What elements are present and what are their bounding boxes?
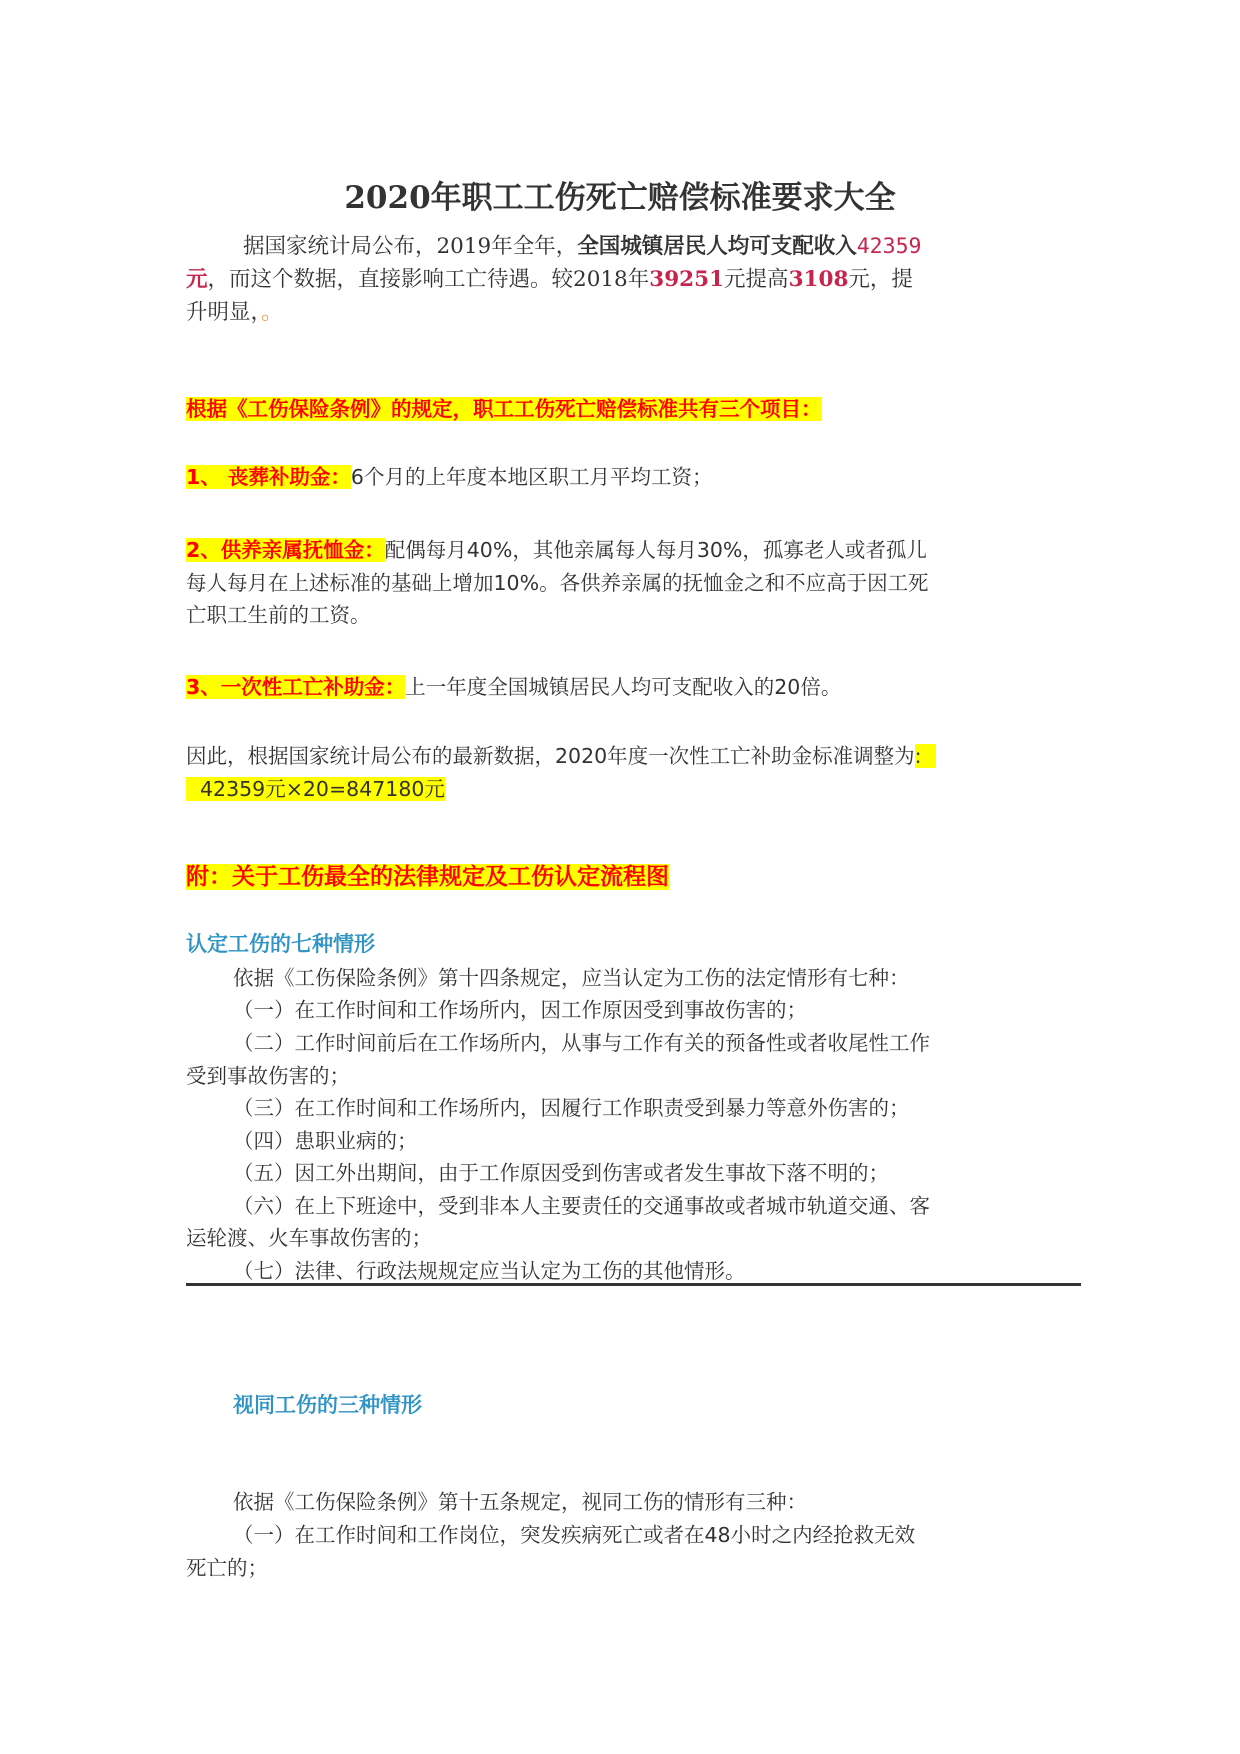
item-text: 上一年度全国城镇居民人均可支配收入的20倍。 [405, 675, 842, 699]
intro-text: 元提高 [724, 267, 789, 292]
intro-text: 升明显， [186, 300, 262, 325]
lump-sum-formula: 42359元×20=847180元 [186, 777, 445, 801]
section2-line: 死亡的； [186, 1556, 268, 1580]
intro-bold-text: 全国城镇居民人均可支配收入 [577, 234, 857, 259]
section-seven-cases-heading: 认定工伤的七种情形 [186, 932, 375, 956]
income-increase-value: 3108 [788, 267, 849, 292]
conclusion-colon: : [914, 744, 922, 768]
item-text: 6个月的上年度本地区职工月平均工资； [350, 465, 713, 489]
unit-yuan: 元 [186, 267, 208, 292]
item-lump-sum-subsidy [186, 670, 841, 700]
section-divider [186, 1283, 1081, 1286]
intro-line-2 [186, 263, 913, 297]
appendix-heading: 附：关于工伤最全的法律规定及工伤认定流程图 [186, 864, 669, 890]
highlight-pad [922, 744, 936, 768]
conclusion-line-2 [186, 772, 445, 802]
intro-text: 元，提 [848, 267, 913, 292]
intro-text: ，而这个数据，直接影响工亡待遇。较2018年 [207, 267, 650, 292]
section2-line: 依据《工伤保险条例》第十五条规定，视同工伤的情形有三种： [233, 1490, 807, 1514]
section1-line: （一）在工作时间和工作场所内，因工作原因受到事故伤害的； [233, 998, 807, 1022]
item-label: 2、供养亲属抚恤金： [186, 538, 385, 562]
item-dependent-pension [186, 533, 927, 563]
section1-line: 依据《工伤保险条例》第十四条规定，应当认定为工伤的法定情形有七种： [233, 966, 910, 990]
item-funeral-subsidy [186, 460, 712, 490]
section1-line: （五）因工外出期间，由于工作原因受到伤害或者发生事故下落不明的； [233, 1161, 889, 1185]
intro-period: 。 [261, 300, 283, 325]
conclusion-line-1 [186, 739, 936, 769]
intro-text: 据国家统计局公布，2019年全年， [243, 234, 578, 259]
regulation-heading: 根据《工伤保险条例》的规定，职工工伤死亡赔偿标准共有三个项目： [186, 397, 822, 421]
section2-line: （一）在工作时间和工作岗位，突发疾病死亡或者在48小时之内经抢救无效 [233, 1523, 916, 1547]
item-dependent-pension-cont-1: 每人每月在上述标准的基础上增加10%。各供养亲属的抚恤金之和不应高于因工死 [186, 571, 929, 595]
intro-line-3 [186, 296, 283, 330]
section-three-cases-heading: 视同工伤的三种情形 [233, 1393, 422, 1417]
conclusion-text: 因此，根据国家统计局公布的最新数据，2020年度一次性工亡补助金标准调整为 [186, 744, 915, 768]
section1-line: （二）工作时间前后在工作场所内，从事与工作有关的预备性或者收尾性工作 [233, 1031, 930, 1055]
item-dependent-pension-cont-2: 亡职工生前的工资。 [186, 603, 371, 627]
item-label: 1、 丧葬补助金： [186, 465, 351, 489]
intro-line-1 [243, 230, 921, 264]
section1-line: （四）患职业病的； [233, 1129, 418, 1153]
section1-line: （三）在工作时间和工作场所内，因履行工作职责受到暴力等意外伤害的； [233, 1096, 910, 1120]
section1-line: （七）法律、行政法规规定应当认定为工伤的其他情形。 [233, 1259, 746, 1283]
page-title: 2020年职工工伤死亡赔偿标准要求大全 [344, 180, 896, 216]
income-2019-value: 42359 [856, 234, 922, 259]
income-2018-value: 39251 [649, 267, 725, 292]
item-text: 配偶每月40%，其他亲属每人每月30%，孤寡老人或者孤儿 [384, 538, 927, 562]
item-label: 3、一次性工亡补助金： [186, 675, 406, 699]
section1-line: 受到事故伤害的； [186, 1064, 350, 1088]
section1-line: 运轮渡、火车事故伤害的； [186, 1226, 432, 1250]
section1-line: （六）在上下班途中，受到非本人主要责任的交通事故或者城市轨道交通、客 [233, 1194, 930, 1218]
